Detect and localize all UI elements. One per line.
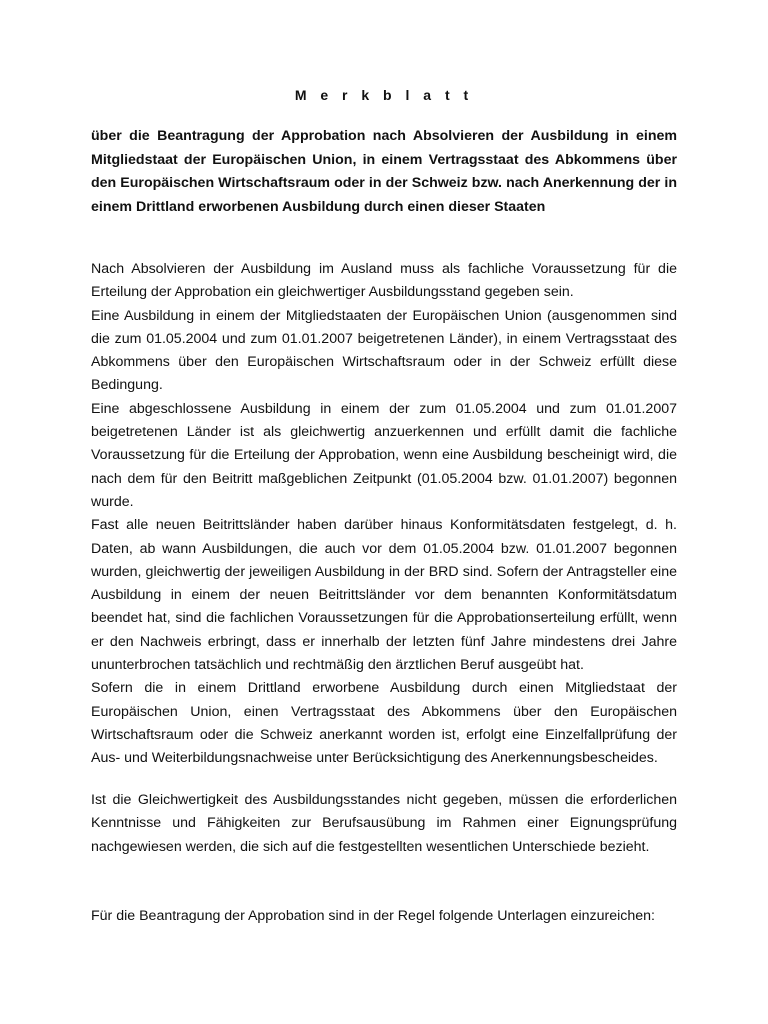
- paragraph: Sofern die in einem Drittland erworbene Ausbildung durch einen Mitgliedstaat der Europäischen Union, einen Vertragsstaat des Abkommens über den Europäischen Wirtschaftsraum oder die Schweiz anerkannt worden ist, erfolgt eine Einzelfallprüfung der Aus- und Weiterbildungsnachweise unter Berücksichtigung des Anerkennungsbescheides.: [91, 680, 677, 767]
- body-section-main: [91, 258, 677, 771]
- paragraph: Fast alle neuen Beitrittsländer haben darüber hinaus Konformitätsdaten festgelegt, d. h. Daten, ab wann Ausbildungen, die auch vor dem 01.05.2004 bzw. 01.01.2007 begonnen wurden, gleichwertig der jeweiligen Ausbildung in der BRD sind. Sofern der Antragsteller eine Ausbildung in einem der neuen Beitrittsländer vor dem benannten Konformitätsdatum beendet hat, sind die fachlichen Voraussetzungen für die Approbationserteilung erfüllt, wenn er den Nachweis erbringt, dass er innerhalb der letzten fünf Jahre mindestens drei Jahre ununterbrochen tatsächlich und rechtmäßig den ärztlichen Beruf ausgeübt hat.: [91, 517, 677, 674]
- body-section-documents: [91, 905, 677, 928]
- paragraph: Nach Absolvieren der Ausbildung im Ausland muss als fachliche Voraussetzung für die Erteilung der Approbation ein gleichwertiger Ausbildungsstand gegeben sein.: [91, 261, 677, 301]
- paragraph: Ist die Gleichwertigkeit des Ausbildungsstandes nicht gegeben, müssen die erforderlichen Kenntnisse und Fähigkeiten zur Berufsausübung im Rahmen einer Eignungsprüfung nachgewiesen werden, die sich auf die festgestellten wesentlichen Unterschiede bezieht.: [91, 792, 677, 855]
- paragraph: Für die Beantragung der Approbation sind in der Regel folgende Unterlagen einzureichen:: [91, 908, 655, 924]
- paragraph: Eine abgeschlossene Ausbildung in einem der zum 01.05.2004 und zum 01.01.2007 beigetretenen Länder ist als gleichwertig anzuerkennen und erfüllt damit die fachliche Voraussetzung für die Erteilung der Approbation, wenn eine Ausbildung bescheinigt wird, die nach dem für den Beitritt maßgeblichen Zeitpunkt (01.05.2004 bzw. 01.01.2007) begonnen wurde.: [91, 400, 677, 510]
- document-subtitle: über die Beantragung der Approbation nach Absolvieren der Ausbildung in einem Mitgliedstaat der Europäischen Union, in einem Vertragsstaat des Abkommens über den Europäischen Wirtschaftsraum oder in der Schweiz bzw. nach Anerkennung der in einem Drittland erworbenen Ausbildung durch einen dieser Staaten: [91, 128, 677, 215]
- body-section-equivalence: [91, 789, 677, 859]
- document-title: M e r k b l a t t: [294, 87, 474, 103]
- paragraph: Eine Ausbildung in einem der Mitgliedstaaten der Europäischen Union (ausgenommen sind die zum 01.05.2004 und zum 01.01.2007 beigetretenen Länder), in einem Vertragsstaat des Abkommens über den Europäischen Wirtschaftsraum oder in der Schweiz erfüllt diese Bedingung.: [91, 307, 677, 394]
